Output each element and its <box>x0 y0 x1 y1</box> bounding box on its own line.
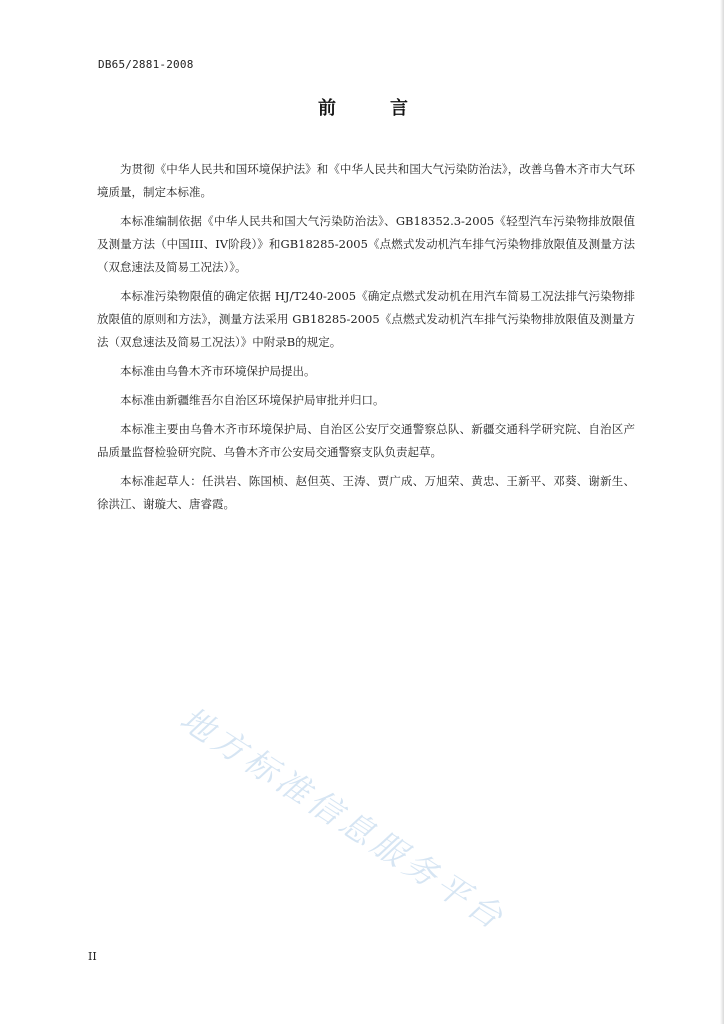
title-char-2: 言 <box>390 98 408 119</box>
paragraph-drafters: 本标准起草人：任洪岩、陈国桢、赵但英、王涛、贾广成、万旭荣、黄忠、王新平、邓葵、谢新生、徐洪江、谢璇大、唐睿霞。 <box>97 474 635 511</box>
page-number: II <box>88 950 97 963</box>
paragraph-purpose: 为贯彻《中华人民共和国环境保护法》和《中华人民共和国大气污染防治法》，改善乌鲁木齐市大气环境质量，制定本标准。 <box>97 162 635 199</box>
watermark: 地方标准信息服务平台 <box>173 698 514 939</box>
page-edge-shadow <box>720 0 724 1024</box>
paragraph-basis: 本标准编制依据《中华人民共和国大气污染防治法》、GB18352.3-2005《轻型汽车污染物排放限值及测量方法（中国III、IV阶段）》和GB18285-2005《点燃式发动机汽车排气污染物排放限值及测量方法（双怠速法及简易工况法）》。 <box>97 214 635 274</box>
foreword-body <box>97 158 635 522</box>
paragraph-proposer: 本标准由乌鲁木齐市环境保护局提出。 <box>120 364 316 378</box>
page-title <box>318 94 408 120</box>
paragraph-drafting-units: 本标准主要由乌鲁木齐市环境保护局、自治区公安厅交通警察总队、新疆交通科学研究院、自治区产品质量监督检验研究院、乌鲁木齐市公安局交通警察支队负责起草。 <box>97 422 635 459</box>
document-code: DB65/2881-2008 <box>98 58 194 71</box>
paragraph-approver: 本标准由新疆维吾尔自治区环境保护局审批并归口。 <box>120 393 385 407</box>
title-char-1: 前 <box>318 98 336 119</box>
paragraph-limits: 本标准污染物限值的确定依据 HJ/T240-2005《确定点燃式发动机在用汽车简易工况法排气污染物排放限值的原则和方法》，测量方法采用 GB18285-2005《点燃式发动机汽车排气污染物排放限值及测量方法（双怠速法及简易工况法）》中附录B的规定。 <box>97 289 635 349</box>
